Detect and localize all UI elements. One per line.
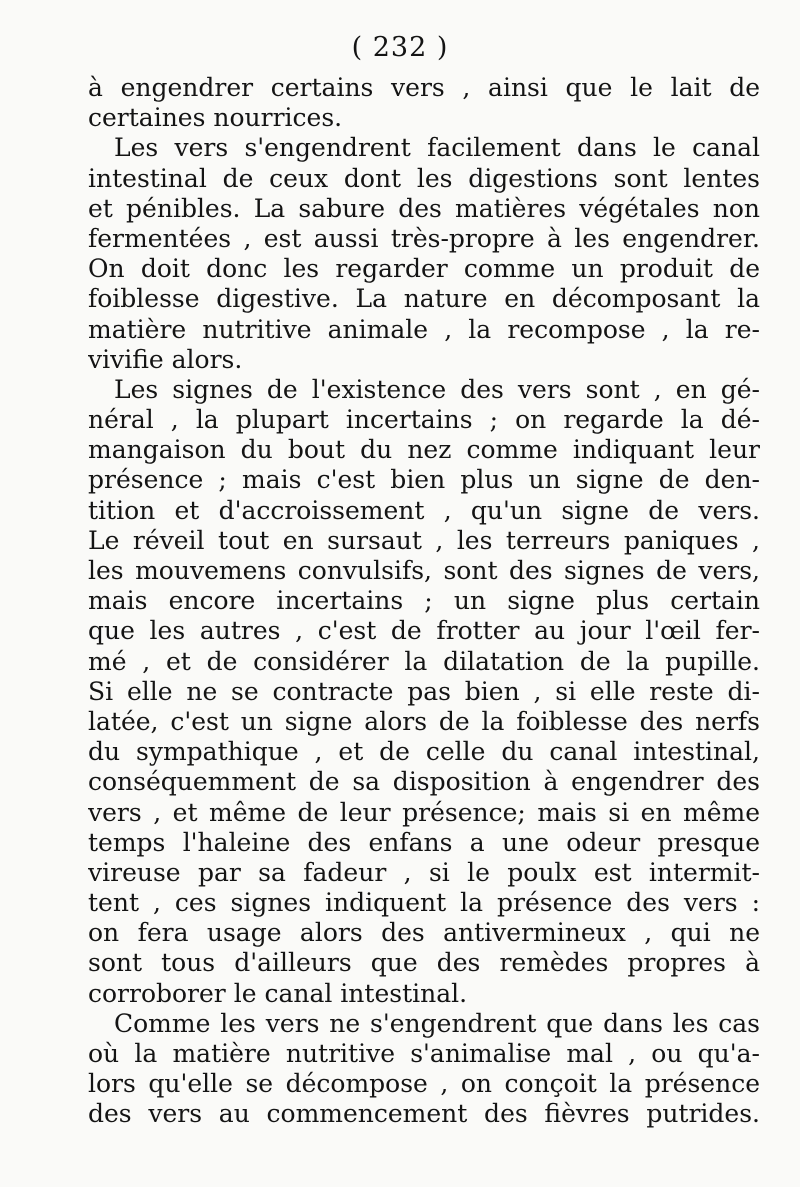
text-line: fermentées , est aussi très-propre à les engendrer. <box>88 223 760 253</box>
text-line: mangaison du bout du nez comme indiquant leur <box>88 435 760 465</box>
text-line: intestinal de ceux dont les digestions sont lentes <box>88 163 760 193</box>
text-line: tent , ces signes indiquent la présence des vers : <box>88 888 760 918</box>
paragraph-4 <box>88 1009 760 1130</box>
paragraph-3 <box>88 375 760 1009</box>
text-line: temps l'haleine des enfans a une odeur presque <box>88 827 760 857</box>
text-line: On doit donc les regarder comme un produit de <box>88 254 760 284</box>
text-line: on fera usage alors des antivermineux , qui ne <box>88 918 760 948</box>
text-line: néral , la plupart incertains ; on regarde la dé- <box>88 405 760 435</box>
text-line: conséquemment de sa disposition à engendrer des <box>88 767 760 797</box>
paragraph-2 <box>88 133 760 375</box>
text-line: présence ; mais c'est bien plus un signe de den- <box>88 465 760 495</box>
paragraph-1 <box>88 73 760 133</box>
body-text <box>88 73 760 1130</box>
text-line: corroborer le canal intestinal. <box>88 978 468 1008</box>
text-line: tition et d'accroissement , qu'un signe de vers. <box>88 495 760 525</box>
text-line: que les autres , c'est de frotter au jour l'œil fer- <box>88 616 760 646</box>
text-line: mé , et de considérer la dilatation de la pupille. <box>88 646 760 676</box>
text-line: lors qu'elle se décompose , on conçoit la présence <box>88 1069 760 1099</box>
text-line: vireuse par sa fadeur , si le poulx est intermit- <box>88 857 760 887</box>
text-line: les mouvemens convulsifs, sont des signes de vers, <box>88 556 760 585</box>
text-line: matière nutritive animale , la recompose , la re- <box>88 314 760 344</box>
text-line: foiblesse digestive. La nature en décomposant la <box>88 284 760 314</box>
text-line: Les signes de l'existence des vers sont , en gé- <box>114 374 760 404</box>
text-line: du sympathique , et de celle du canal intestinal, <box>88 737 760 767</box>
text-line: certaines nourrices. <box>88 103 343 133</box>
text-line: Les vers s'engendrent facilement dans le canal <box>114 133 760 163</box>
text-line: vers , et même de leur présence; mais si en même <box>88 797 760 827</box>
text-line: vivifie alors. <box>88 344 243 374</box>
text-line: et pénibles. La sabure des matières végétales non <box>88 193 760 223</box>
page-number: ( 232 ) <box>351 32 449 63</box>
text-line: sont tous d'ailleurs que des remèdes propres à <box>88 948 760 978</box>
text-line: Si elle ne se contracte pas bien , si elle reste di- <box>88 676 760 706</box>
text-line: des vers au commencement des fièvres putrides. <box>88 1099 760 1129</box>
text-line: où la matière nutritive s'animalise mal , ou qu'a- <box>88 1039 760 1068</box>
text-line: Le réveil tout en sursaut , les terreurs paniques , <box>88 525 760 555</box>
text-line: latée, c'est un signe alors de la foiblesse des nerfs <box>88 706 760 736</box>
text-line: Comme les vers ne s'engendrent que dans les cas <box>114 1008 760 1038</box>
text-line: à engendrer certains vers , ainsi que le lait de <box>88 73 760 102</box>
text-line: mais encore incertains ; un signe plus certain <box>88 586 760 616</box>
